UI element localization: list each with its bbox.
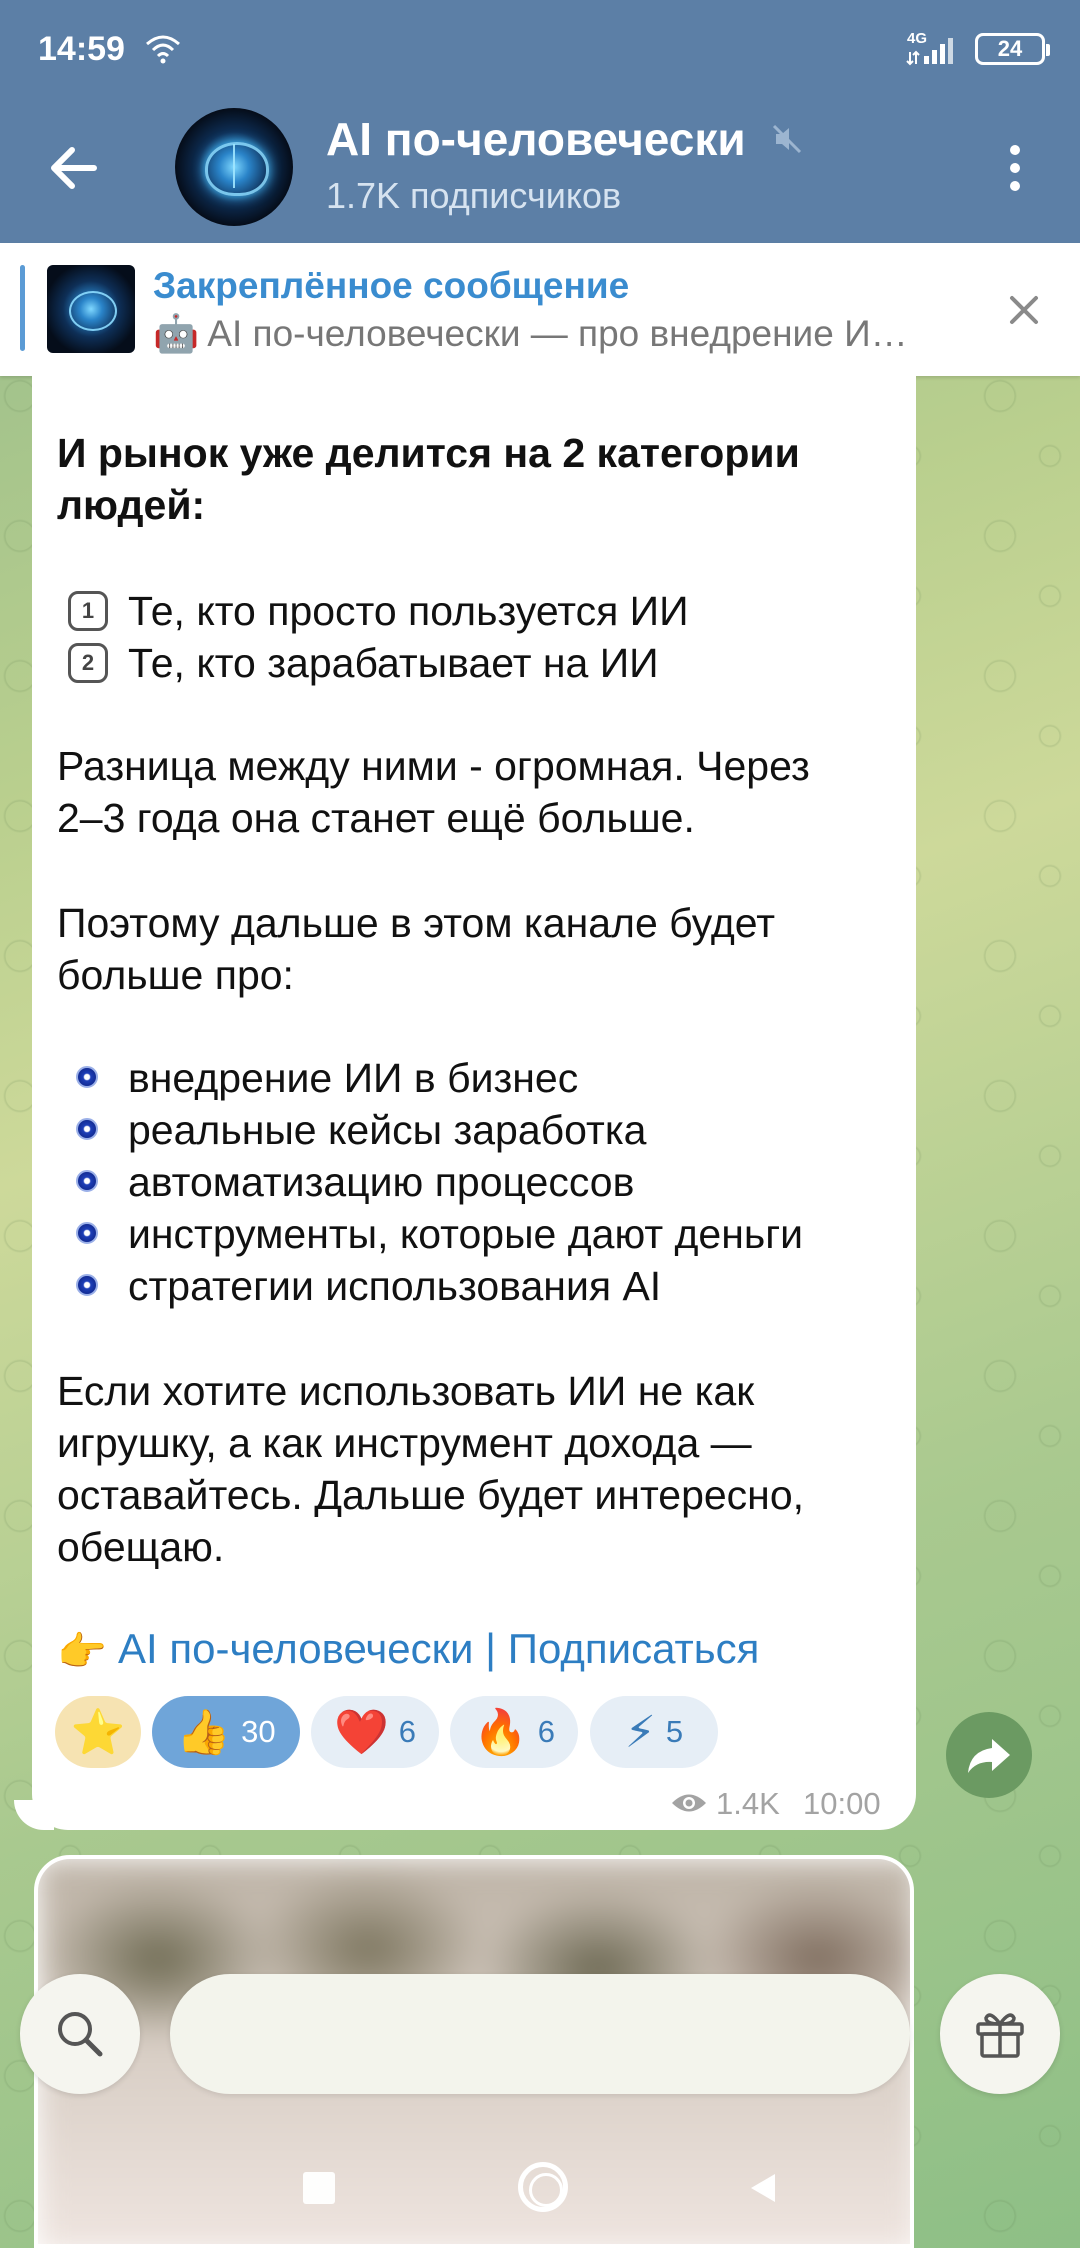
bullet-item: реальные кейсы заработка [128, 1107, 647, 1153]
message-time: 10:00 [803, 1786, 881, 1821]
view-count: 1.4K [716, 1786, 780, 1821]
top-app-bar [0, 0, 1080, 243]
channel-title[interactable]: AI по-человечески [326, 113, 746, 165]
eye-icon [670, 1790, 708, 1816]
channel-avatar[interactable] [175, 108, 293, 226]
signal-icon [906, 34, 962, 66]
reaction-count: 5 [665, 1714, 684, 1749]
numbered-item: Те, кто зарабатывает на ИИ [128, 640, 659, 686]
reaction-fire[interactable] [450, 1696, 578, 1768]
close-icon[interactable] [1004, 290, 1044, 330]
back-arrow-icon[interactable] [44, 138, 104, 198]
fire-icon: 🔥 [472, 1708, 528, 1757]
message-paragraph: больше про: [57, 952, 294, 998]
message-input[interactable] [170, 1974, 910, 2094]
pinned-preview-text: 🤖 AI по-человечески — про внедрение И… [153, 313, 908, 354]
gift-button[interactable] [940, 1974, 1060, 2094]
message-paragraph: обещаю. [57, 1524, 225, 1570]
reaction-heart[interactable] [311, 1696, 439, 1768]
star-icon: ⭐ [70, 1708, 126, 1757]
reaction-thumbs-up[interactable] [152, 1696, 300, 1768]
bullet-icon [76, 1222, 98, 1244]
bullet-icon [76, 1274, 98, 1296]
subscriber-count: 1.7K подписчиков [326, 175, 622, 216]
recent-apps-button[interactable] [303, 2172, 335, 2204]
more-options-icon[interactable] [1000, 138, 1030, 198]
bullet-icon [76, 1066, 98, 1088]
reaction-star[interactable] [55, 1696, 141, 1768]
reaction-count: 6 [398, 1714, 417, 1749]
thumbs-up-icon: 👍 [176, 1708, 232, 1757]
status-bar [0, 0, 1080, 100]
message-paragraph: Поэтому дальше в этом канале будет [57, 900, 776, 946]
battery-indicator: 24 [975, 33, 1045, 65]
lightning-icon: ⚡ [624, 1707, 656, 1757]
pinned-thumbnail [47, 265, 135, 353]
bullet-item: инструменты, которые дают деньги [128, 1211, 804, 1257]
bullet-icon [76, 1170, 98, 1192]
subscribe-link[interactable]: AI по-человечески | Подписаться [118, 1625, 760, 1672]
keycap-number-icon: 2 [68, 643, 108, 683]
message-paragraph: Если хотите использовать ИИ не как [57, 1368, 755, 1414]
reaction-lightning[interactable] [590, 1696, 718, 1768]
message-heading: людей: [57, 482, 206, 528]
pinned-title: Закреплённое сообщение [153, 265, 630, 306]
bullet-item: стратегии использования AI [128, 1263, 662, 1309]
message-heading: И рынок уже делится на 2 категории [57, 430, 800, 476]
message-paragraph: Разница между ними - огромная. Через [57, 743, 810, 789]
pinned-message-bar[interactable] [0, 243, 1080, 376]
gift-icon [972, 2006, 1028, 2062]
message-paragraph: оставайтесь. Дальше будет интересно, [57, 1472, 805, 1518]
share-arrow-icon [966, 1735, 1012, 1775]
bullet-item: автоматизацию процессов [128, 1159, 635, 1205]
message-paragraph: 2–3 года она станет ещё больше. [57, 795, 695, 841]
share-button[interactable] [946, 1712, 1032, 1798]
status-time: 14:59 [38, 30, 125, 68]
system-back-icon[interactable] [745, 2170, 781, 2206]
keycap-number-icon: 1 [68, 591, 108, 631]
numbered-item: Те, кто просто пользуется ИИ [128, 588, 689, 634]
reaction-count: 30 [241, 1714, 276, 1749]
wifi-icon [143, 34, 183, 64]
search-button[interactable] [20, 1974, 140, 2094]
search-icon [52, 2006, 108, 2062]
bullet-item: внедрение ИИ в бизнес [128, 1055, 579, 1101]
muted-speaker-icon [770, 122, 804, 156]
heart-icon: ❤️ [333, 1708, 389, 1757]
pinned-accent-line [20, 265, 25, 351]
network-type-label: 4G [907, 30, 928, 47]
pointing-hand-emoji: 👉 [57, 1630, 107, 1674]
message-paragraph: игрушку, а как инструмент дохода — [57, 1420, 752, 1466]
home-button[interactable] [518, 2162, 568, 2212]
reaction-count: 6 [537, 1714, 556, 1749]
bullet-icon [76, 1118, 98, 1140]
